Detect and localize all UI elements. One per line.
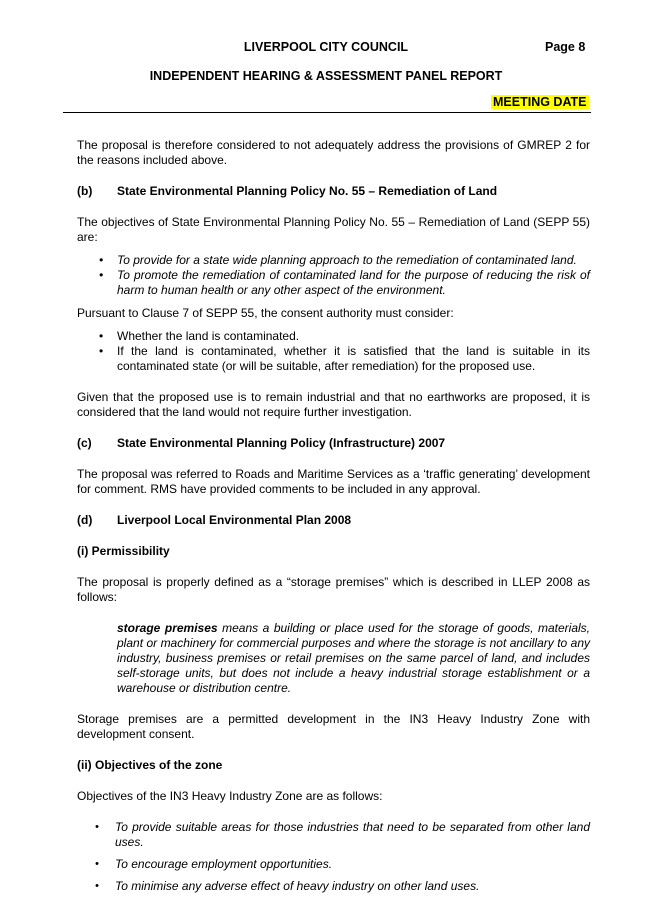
section-b-label: (b) <box>77 184 93 198</box>
list-item-text: To encourage employment opportunities. <box>115 857 333 871</box>
sepp55-objectives-intro: The objectives of State Environmental Planning Policy No. 55 – Remediation of Land (SEPP 55) are: <box>77 215 590 244</box>
header-divider <box>63 112 591 113</box>
sepp55-objectives-list <box>77 253 590 298</box>
list-item-text: To provide suitable areas for those industries that need to be separated from other land uses. <box>115 820 590 849</box>
section-d-label: (d) <box>77 513 93 527</box>
section-c-heading <box>77 436 590 451</box>
zone-objectives-list <box>77 820 590 894</box>
consent-considerations-list <box>77 329 590 374</box>
section-c-title: State Environmental Planning Policy (Infrastructure) 2007 <box>117 436 446 450</box>
list-item <box>77 344 590 374</box>
list-item-text: To minimise any adverse effect of heavy industry on other land uses. <box>115 879 480 893</box>
list-item-text: If the land is contaminated, whether it is satisfied that the land is suitable in its contaminated state (or will be suitable, after remediation) for the proposed use. <box>117 344 590 373</box>
section-d-heading <box>77 513 590 528</box>
rms-paragraph: The proposal was referred to Roads and Maritime Services as a ‘traffic generating’ development for comment. RMS have provided comments to be included in any approval. <box>77 467 590 496</box>
definition-text: means a building or place used for the storage of goods, materials, plant or machinery for commercial purposes and where the storage is not ancillary to any industry, business premises or retail premises on the same parcel of land, and includes self-storage units, but does not include a heavy industrial storage establishment or a warehouse or distribution centre. <box>117 621 590 695</box>
list-item-text: To provide for a state wide planning approach to the remediation of contaminated land. <box>117 253 577 267</box>
list-item <box>77 329 590 344</box>
subsection-zone-objectives: (ii) Objectives of the zone <box>77 758 223 772</box>
report-title: INDEPENDENT HEARING & ASSESSMENT PANEL REPORT <box>149 69 503 83</box>
list-item-text: To promote the remediation of contaminated land for the purpose of reducing the risk of harm to human health or any other aspect of the environment. <box>117 268 590 297</box>
intro-paragraph: The proposal is therefore considered to not adequately address the provisions of GMREP 2 for the reasons included above. <box>77 138 590 167</box>
list-item <box>77 820 590 850</box>
list-item <box>77 253 590 268</box>
bullet-icon <box>99 329 103 344</box>
bullet-icon <box>95 879 99 894</box>
page-number: Page 8 <box>545 40 586 54</box>
subsection-permissibility: (i) Permissibility <box>77 544 170 558</box>
clause7-paragraph: Pursuant to Clause 7 of SEPP 55, the consent authority must consider: <box>77 306 454 320</box>
list-item-text: Whether the land is contaminated. <box>117 329 300 343</box>
definition-quote <box>117 621 590 696</box>
list-item <box>77 268 590 298</box>
meeting-date-highlight: MEETING DATE <box>493 95 587 109</box>
list-item <box>77 879 590 894</box>
bullet-icon <box>99 253 103 268</box>
section-d-title: Liverpool Local Environmental Plan 2008 <box>117 513 352 527</box>
document-body <box>77 138 590 894</box>
council-name: LIVERPOOL CITY COUNCIL <box>243 40 409 54</box>
investigation-paragraph: Given that the proposed use is to remain industrial and that no earthworks are proposed, it is considered that the land would not require further investigation. <box>77 390 590 419</box>
section-c-label: (c) <box>77 436 92 450</box>
zone-objectives-intro: Objectives of the IN3 Heavy Industry Zone are as follows: <box>77 789 383 803</box>
section-b-title: State Environmental Planning Policy No. 55 – Remediation of Land <box>117 184 498 198</box>
section-b-heading <box>77 184 590 199</box>
permitted-paragraph: Storage premises are a permitted development in the IN3 Heavy Industry Zone with development consent. <box>77 712 590 741</box>
bullet-icon <box>95 857 99 872</box>
bullet-icon <box>95 820 99 835</box>
bullet-icon <box>99 268 103 283</box>
bullet-icon <box>99 344 103 359</box>
definition-term: storage premises <box>117 621 218 635</box>
definition-intro: The proposal is properly defined as a “storage premises” which is described in LLEP 2008 as follows: <box>77 575 590 604</box>
list-item <box>77 857 590 872</box>
